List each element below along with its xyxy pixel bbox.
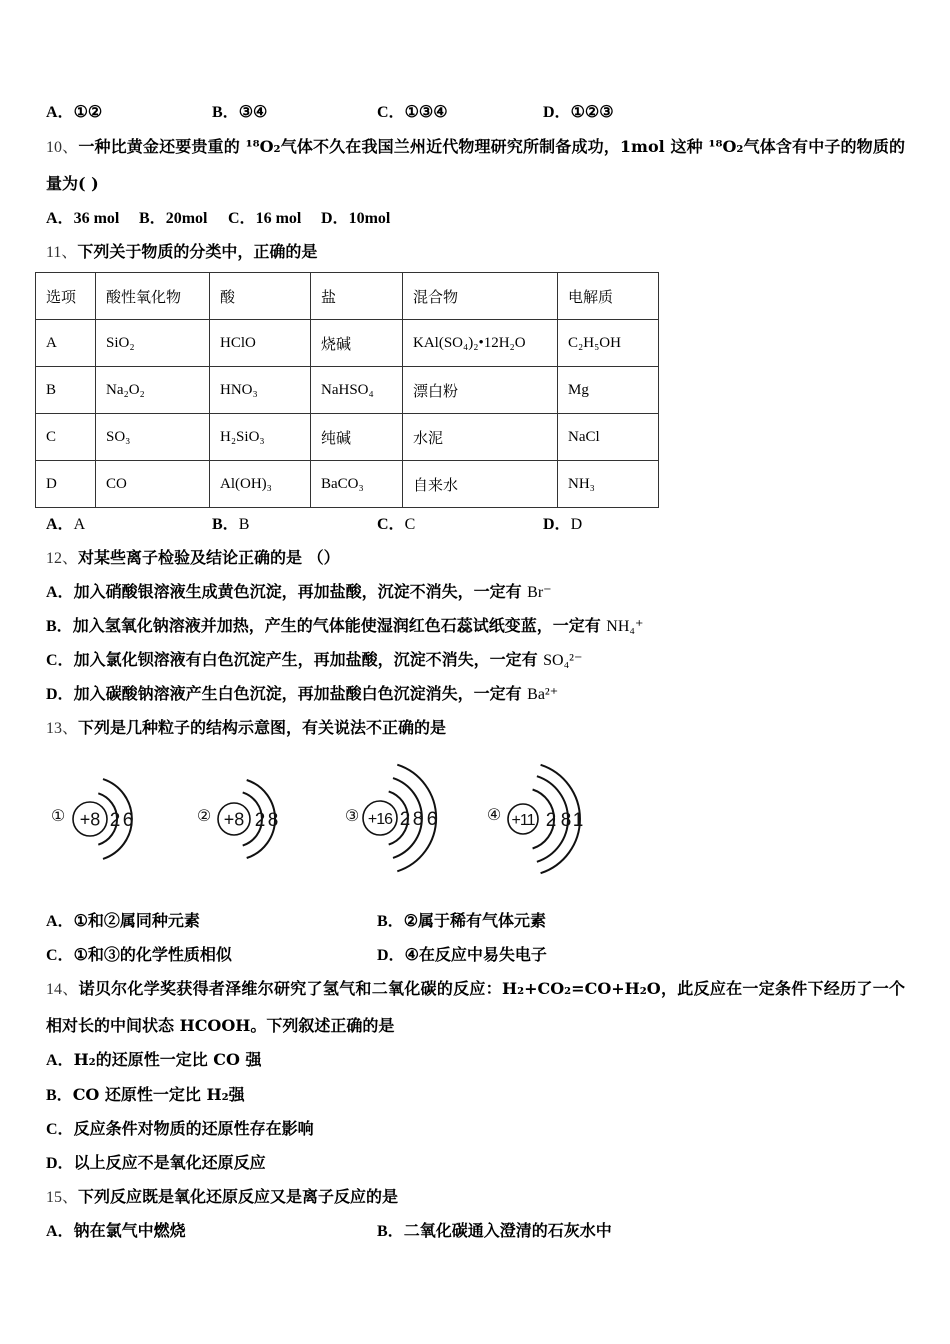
shell-electrons: 1 (572, 810, 584, 831)
atomic-structure-diagrams (0, 760, 950, 880)
shell-electrons: 8 (560, 810, 572, 831)
table-cell: HNO₃ (210, 367, 311, 414)
shell-electrons: 8 (267, 810, 279, 831)
table-cell: HClO (210, 320, 311, 367)
diagram-label: ④ (486, 807, 502, 824)
shell-electrons: 2 (399, 809, 411, 830)
table-cell: Mg (558, 367, 659, 414)
q9-option-b (212, 102, 267, 122)
option-text: ②属于稀有气体元素 (403, 911, 547, 930)
q10-stem-text: 一种比黄金还要贵重的 ¹⁸O₂气体不久在我国兰州近代物理研究所制备成功，1mol 这种 ¹⁸O₂气体含有中子的物质的 (78, 137, 905, 156)
table-cell: NaCl (558, 414, 659, 461)
q11-option-d (543, 514, 582, 534)
q14-stem-line2: 相对长的中间状态 HCOOH。下列叙述正确的是 (46, 1016, 395, 1035)
option-text: ①和③的化学性质相似 (73, 945, 232, 964)
table-cell: D (36, 461, 96, 508)
table-cell: KAl(SO₄)₂•12H₂O (403, 320, 558, 367)
option-text: 二氧化碳通入澄清的石灰水中 (403, 1221, 612, 1240)
q11-stem (46, 242, 317, 262)
q10-option-c (228, 208, 301, 228)
option-text: ①② (73, 102, 103, 121)
option-text: ①和②属同种元素 (73, 911, 200, 930)
q11-option-c (377, 514, 415, 534)
table-row (36, 320, 659, 367)
option-label: C． (46, 1121, 74, 1138)
option-label: B． (212, 104, 239, 121)
option-text: 加入碳酸钠溶液产生白色沉淀，再加盐酸白色沉淀消失，一定有 (73, 684, 528, 703)
ion-formula: Br⁻ (527, 584, 552, 601)
option-text: H₂的还原性一定比 CO 强 (73, 1050, 262, 1069)
atom-diagram-4 (487, 765, 583, 873)
q10-stem-line2: 量为( ) (46, 174, 99, 193)
q9-option-a (46, 102, 102, 122)
option-text: A (73, 516, 86, 533)
table-cell: SO₃ (96, 414, 210, 461)
classification-table (35, 272, 659, 508)
option-text: C (404, 516, 416, 533)
q12-option-a (46, 582, 552, 602)
q13-stem (46, 718, 446, 738)
q12-stem (46, 548, 340, 568)
shell-electrons: 2 (545, 810, 557, 831)
question-number: 12、 (46, 550, 79, 567)
option-label: B． (46, 1087, 73, 1104)
table-cell: NH₃ (558, 461, 659, 508)
table-cell: CO (96, 461, 210, 508)
diagram-label: ③ (344, 808, 360, 825)
table-cell: Al(OH)₃ (210, 461, 311, 508)
option-text: ③④ (238, 102, 268, 121)
option-text: 10mol (348, 210, 391, 227)
option-label: B． (139, 210, 166, 227)
option-label: A． (46, 1223, 74, 1240)
option-label: A． (46, 104, 74, 121)
table-cell: 烧碱 (311, 320, 403, 367)
option-text: 以上反应不是氧化还原反应 (73, 1153, 266, 1172)
nucleus-charge: +16 (367, 811, 393, 828)
diagram-label: ① (50, 808, 66, 825)
option-label: C． (377, 104, 405, 121)
table-cell: C₂H₅OH (558, 320, 659, 367)
table-cell: SiO₂ (96, 320, 210, 367)
ion-formula: Ba²⁺ (527, 686, 559, 703)
nucleus-charge: +8 (79, 809, 101, 830)
option-label: D． (543, 104, 571, 121)
q12-option-d (46, 684, 558, 704)
q12-option-c (46, 650, 582, 670)
option-text: ④在反应中易失电子 (404, 945, 547, 964)
q14-stem-line1 (46, 979, 905, 999)
q10-option-a (46, 208, 119, 228)
nucleus-charge: +11 (511, 812, 535, 829)
table-row (36, 461, 659, 508)
q11-option-a (46, 514, 85, 534)
table-cell: NaHSO₄ (311, 367, 403, 414)
question-number: 13、 (46, 720, 79, 737)
shell-electrons: 6 (426, 809, 438, 830)
q13-stem-text: 下列是几种粒子的结构示意图，有关说法不正确的是 (78, 718, 447, 737)
option-label: A． (46, 913, 74, 930)
q15-option-a (46, 1221, 186, 1241)
option-label: A． (46, 584, 74, 601)
q13-option-d (377, 945, 547, 965)
q10-option-b (139, 208, 207, 228)
q14-option-a (46, 1050, 262, 1070)
ion-formula: SO₄²⁻ (543, 652, 583, 669)
option-text: 反应条件对物质的还原性存在影响 (73, 1119, 314, 1138)
q15-stem (46, 1187, 398, 1207)
option-label: A． (46, 210, 74, 227)
option-label: D． (321, 210, 349, 227)
question-number: 15、 (46, 1189, 79, 1206)
q15-stem-text: 下列反应既是氧化还原反应又是离子反应的是 (78, 1187, 399, 1206)
q10-stem-line1 (46, 137, 905, 157)
option-text: 36 mol (73, 210, 120, 227)
q12-option-b (46, 616, 643, 636)
table-cell: 漂白粉 (403, 367, 558, 414)
table-cell: C (36, 414, 96, 461)
option-label: A． (46, 516, 74, 533)
table-header: 盐 (311, 273, 403, 320)
option-label: C． (228, 210, 256, 227)
atom-diagram-1 (51, 779, 133, 859)
q14-option-d (46, 1153, 266, 1173)
question-number: 11、 (46, 244, 78, 261)
nucleus-charge: +8 (223, 809, 245, 830)
atom-diagram-2 (197, 780, 278, 858)
diagram-label: ② (196, 808, 212, 825)
table-header: 选项 (36, 273, 96, 320)
q13-option-c (46, 945, 232, 965)
table-header: 酸性氧化物 (96, 273, 210, 320)
option-label: B． (377, 1223, 404, 1240)
atom-diagram-3 (345, 765, 437, 872)
option-label: B． (377, 913, 404, 930)
option-label: B． (212, 516, 239, 533)
option-label: A． (46, 1052, 74, 1069)
option-text: 20mol (165, 210, 208, 227)
question-number: 14、 (46, 981, 79, 998)
table-header: 混合物 (403, 273, 558, 320)
shell-electrons: 6 (122, 810, 134, 831)
table-cell: 水泥 (403, 414, 558, 461)
q14-stem-text: 诺贝尔化学奖获得者泽维尔研究了氢气和二氧化碳的反应：H₂+CO₂=CO+H₂O，此反应在一定条件下经历了一个 (78, 979, 905, 998)
table-header: 电解质 (558, 273, 659, 320)
q10-option-d (321, 208, 390, 228)
option-label: C． (46, 652, 74, 669)
option-text: 加入氯化钡溶液有白色沉淀产生，再加盐酸，沉淀不消失，一定有 (73, 650, 544, 669)
option-label: D． (46, 686, 74, 703)
option-text: ①③④ (404, 102, 448, 121)
option-text: 加入氢氧化钠溶液并加热，产生的气体能使湿润红色石蕊试纸变蓝，一定有 (72, 616, 607, 635)
table-cell: 纯碱 (311, 414, 403, 461)
q13-option-a (46, 911, 200, 931)
option-text: 钠在氯气中燃烧 (73, 1221, 186, 1240)
table-header: 酸 (210, 273, 311, 320)
table-cell: A (36, 320, 96, 367)
option-text: B (238, 516, 250, 533)
q14-option-c (46, 1119, 314, 1139)
option-label: B． (46, 618, 73, 635)
option-text: ①②③ (570, 102, 614, 121)
option-text: CO 还原性一定比 H₂强 (72, 1085, 245, 1104)
q11-option-b (212, 514, 249, 534)
table-cell: 自来水 (403, 461, 558, 508)
table-row (36, 367, 659, 414)
q9-option-d (543, 102, 614, 122)
option-text: 加入硝酸银溶液生成黄色沉淀，再加盐酸，沉淀不消失，一定有 (73, 582, 528, 601)
table-cell: Na₂O₂ (96, 367, 210, 414)
option-label: D． (543, 516, 571, 533)
option-text: 16 mol (255, 210, 302, 227)
q11-stem-text: 下列关于物质的分类中，正确的是 (77, 242, 318, 261)
table-cell: H₂SiO₃ (210, 414, 311, 461)
q12-stem-text: 对某些离子检验及结论正确的是 （） (78, 548, 340, 567)
q13-option-b (377, 911, 546, 931)
table-header-row (36, 273, 659, 320)
table-row (36, 414, 659, 461)
option-text: D (570, 516, 583, 533)
shell-electrons: 2 (109, 810, 121, 831)
option-label: C． (46, 947, 74, 964)
question-number: 10、 (46, 139, 79, 156)
shell-electrons: 8 (412, 809, 424, 830)
q9-option-c (377, 102, 448, 122)
shell-electrons: 2 (254, 810, 266, 831)
option-label: D． (46, 1155, 74, 1172)
q15-option-b (377, 1221, 612, 1241)
option-label: D． (377, 947, 405, 964)
table-cell: B (36, 367, 96, 414)
q14-option-b (46, 1085, 245, 1105)
ion-formula: NH₄⁺ (606, 618, 644, 635)
table-cell: BaCO₃ (311, 461, 403, 508)
option-label: C． (377, 516, 405, 533)
